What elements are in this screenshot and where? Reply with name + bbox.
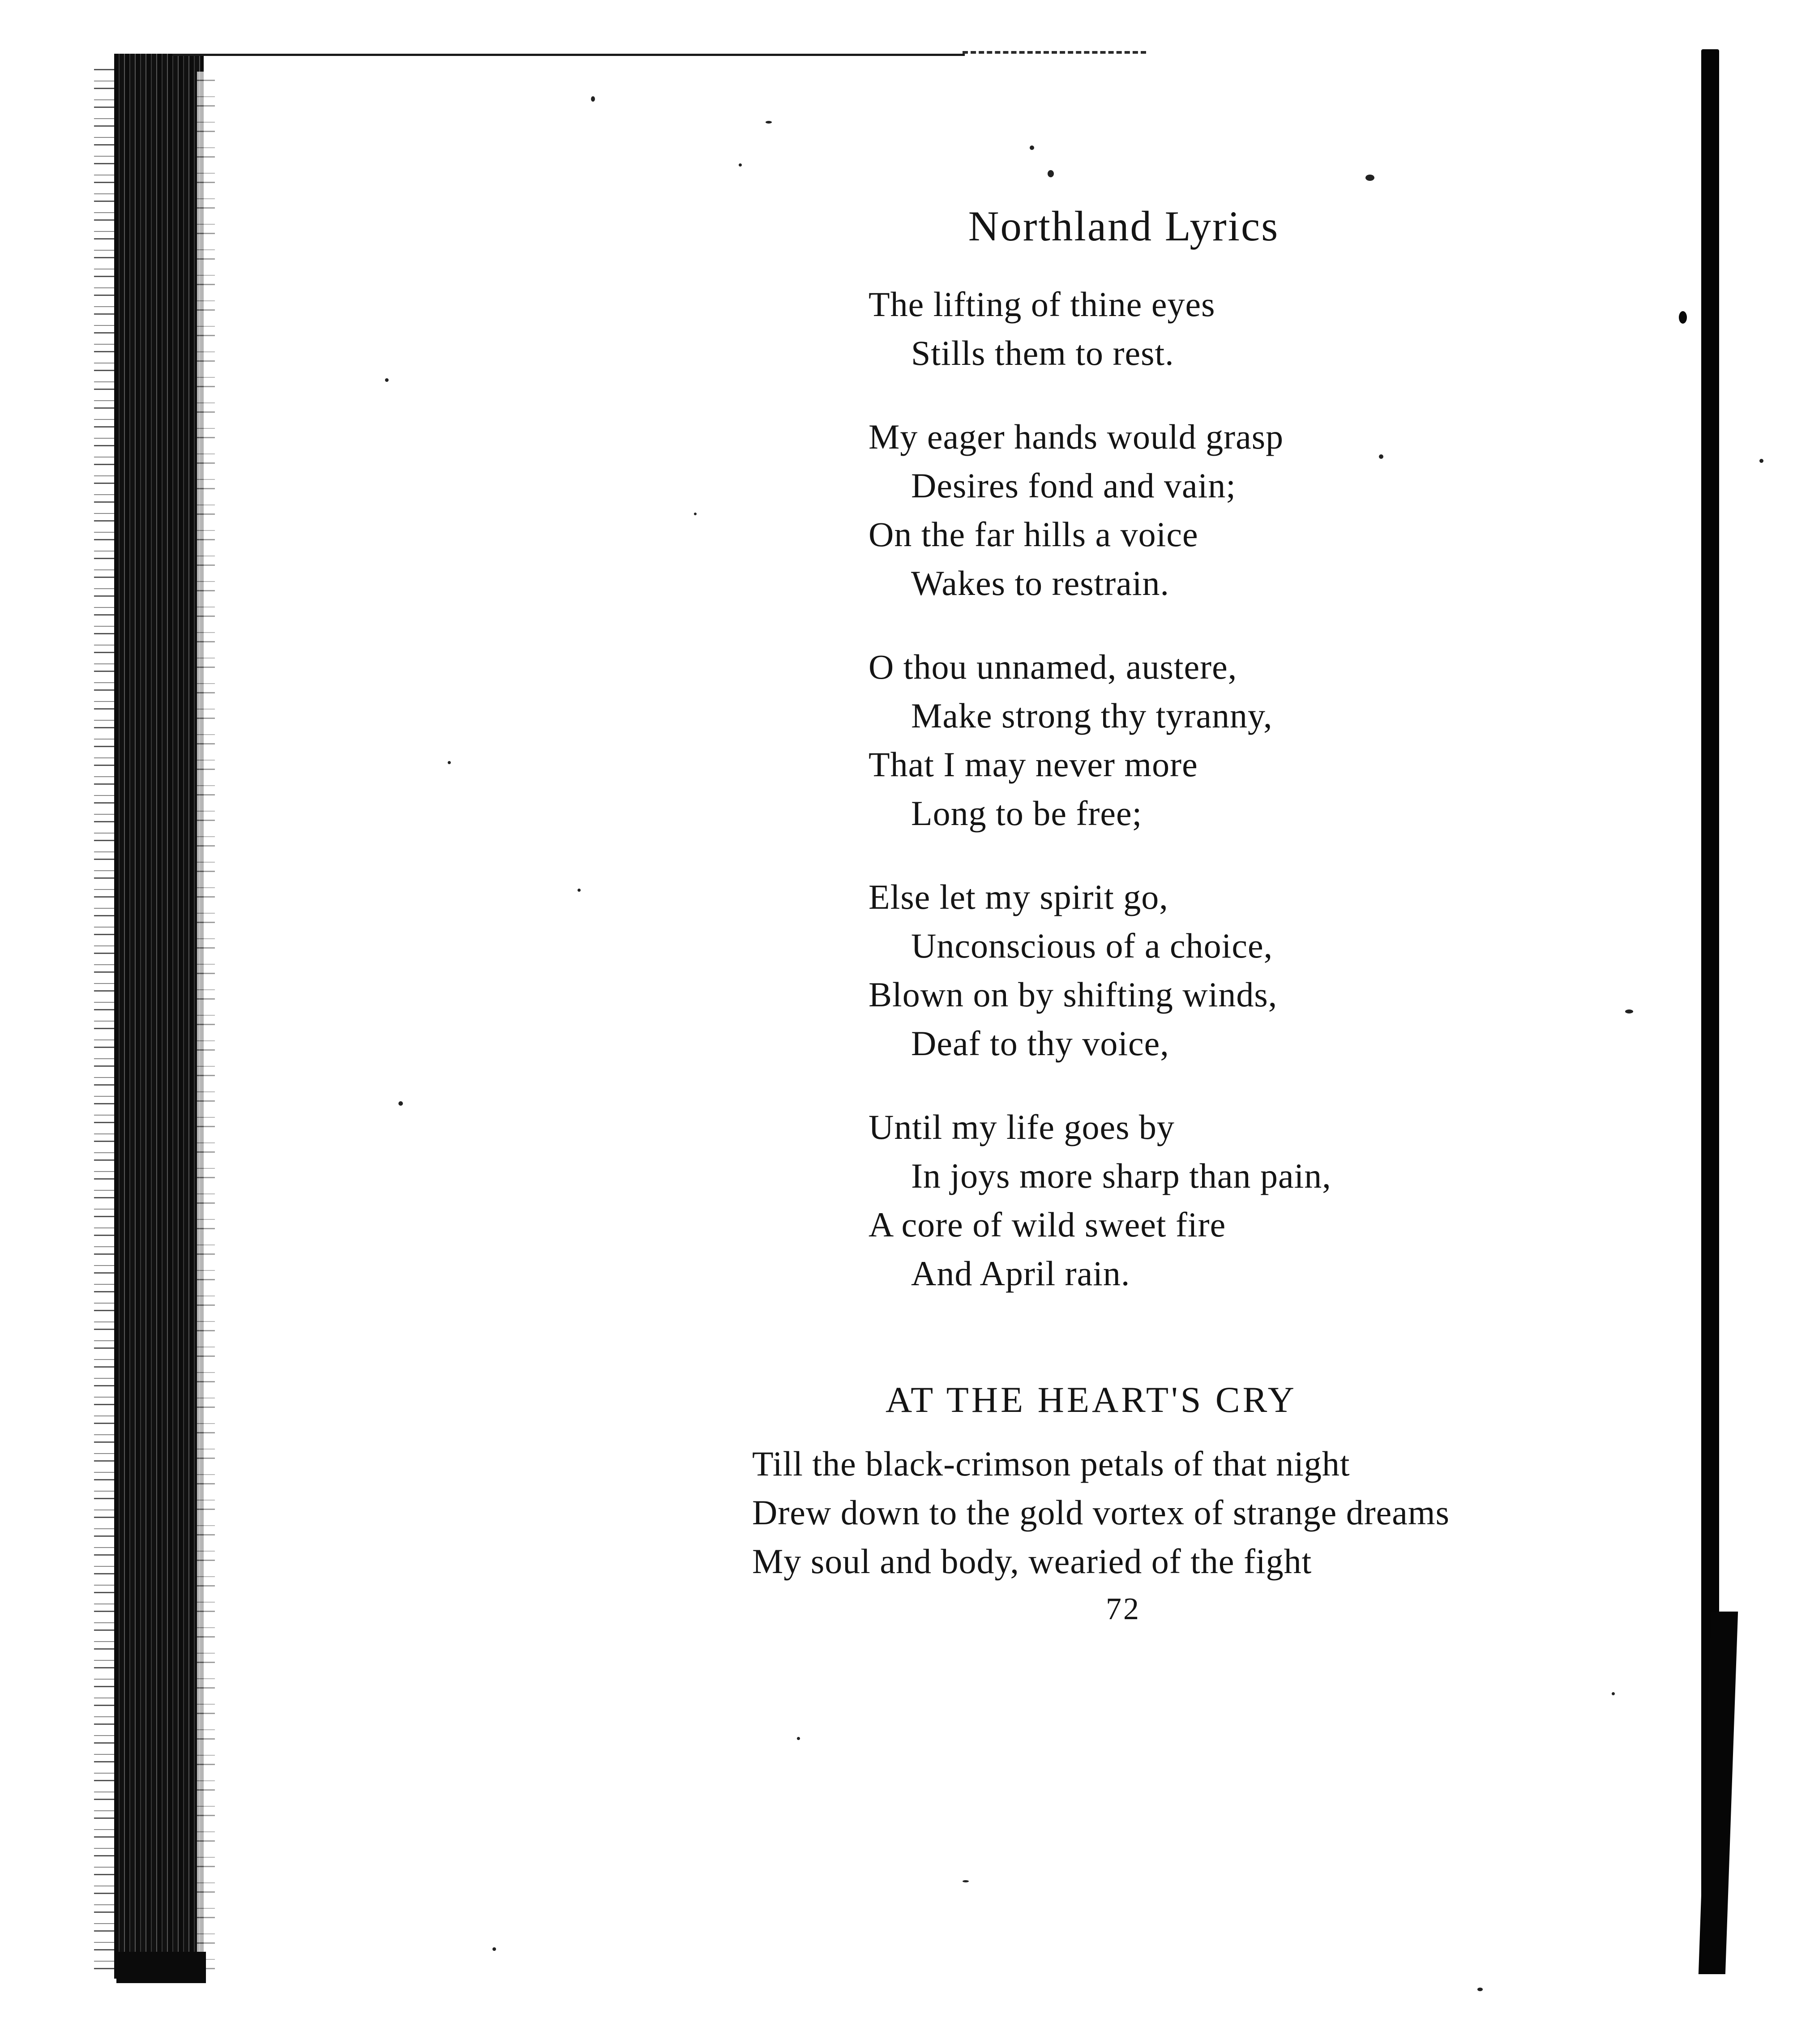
top-rule bbox=[172, 54, 965, 56]
poem-body bbox=[869, 280, 1585, 1333]
scan-speck bbox=[1612, 1692, 1615, 1695]
scan-speck bbox=[492, 1947, 496, 1951]
poem-line: That I may never more bbox=[869, 745, 1198, 784]
stanza bbox=[869, 1103, 1585, 1298]
poem-line: Blown on by shifting winds, bbox=[869, 975, 1278, 1014]
stanza bbox=[869, 412, 1585, 607]
poem-line: Deaf to thy voice, bbox=[911, 1024, 1169, 1063]
poem-title: AT THE HEART'S CRY bbox=[886, 1379, 1297, 1420]
scan-speck bbox=[448, 761, 451, 764]
poem-line: In joys more sharp than pain, bbox=[911, 1156, 1331, 1195]
poem-line: Make strong thy tyranny, bbox=[911, 696, 1273, 735]
poem-line: Until my life goes by bbox=[869, 1108, 1175, 1146]
scan-speck bbox=[398, 1101, 403, 1106]
poem-line: Drew down to the gold vortex of strange dreams bbox=[752, 1493, 1450, 1532]
stanza bbox=[869, 872, 1585, 1068]
scan-speck bbox=[1759, 459, 1763, 463]
poem-line: My eager hands would grasp bbox=[869, 417, 1284, 456]
poem-line: And April rain. bbox=[911, 1254, 1130, 1293]
scan-speck bbox=[739, 163, 742, 167]
scan-speck bbox=[694, 513, 697, 515]
scan-speck bbox=[797, 1737, 800, 1740]
poem-line: Till the black-crimson petals of that night bbox=[752, 1444, 1350, 1483]
scan-speck bbox=[1048, 170, 1054, 177]
poem-line: Wakes to restrain. bbox=[911, 564, 1170, 603]
scan-speck bbox=[963, 1880, 969, 1882]
stanza bbox=[869, 280, 1585, 377]
scan-speck bbox=[385, 378, 389, 382]
next-poem-body bbox=[752, 1439, 1625, 1586]
poem-line: My soul and body, wearied of the fight bbox=[752, 1542, 1312, 1581]
book-binding-shadow bbox=[114, 54, 204, 1979]
scan-speck bbox=[591, 96, 595, 102]
page-number: 72 bbox=[1106, 1592, 1141, 1626]
scan-speck bbox=[578, 889, 581, 892]
running-head: Northland Lyrics bbox=[968, 202, 1279, 250]
binding-bottom bbox=[116, 1952, 206, 1983]
poem-line: Unconscious of a choice, bbox=[911, 926, 1273, 965]
poem-line: Desires fond and vain; bbox=[911, 466, 1236, 505]
poem-line: Stills them to rest. bbox=[911, 334, 1174, 372]
poem-line: On the far hills a voice bbox=[869, 515, 1198, 554]
scan-speck bbox=[1477, 1988, 1483, 1991]
stanza bbox=[869, 642, 1585, 838]
poem-line: Else let my spirit go, bbox=[869, 877, 1168, 916]
poem-line: Long to be free; bbox=[911, 794, 1143, 833]
scan-speck bbox=[766, 121, 772, 124]
scan-speck bbox=[1030, 145, 1034, 150]
binding-fade bbox=[197, 72, 215, 1974]
poem-line: A core of wild sweet fire bbox=[869, 1205, 1226, 1244]
poem-line: The lifting of thine eyes bbox=[869, 285, 1215, 324]
poem-line: O thou unnamed, austere, bbox=[869, 647, 1237, 686]
scan-speck bbox=[1365, 175, 1374, 181]
top-rule-dashes bbox=[963, 51, 1146, 54]
scan-speck bbox=[1625, 1009, 1633, 1013]
scan-speck bbox=[1679, 311, 1687, 324]
